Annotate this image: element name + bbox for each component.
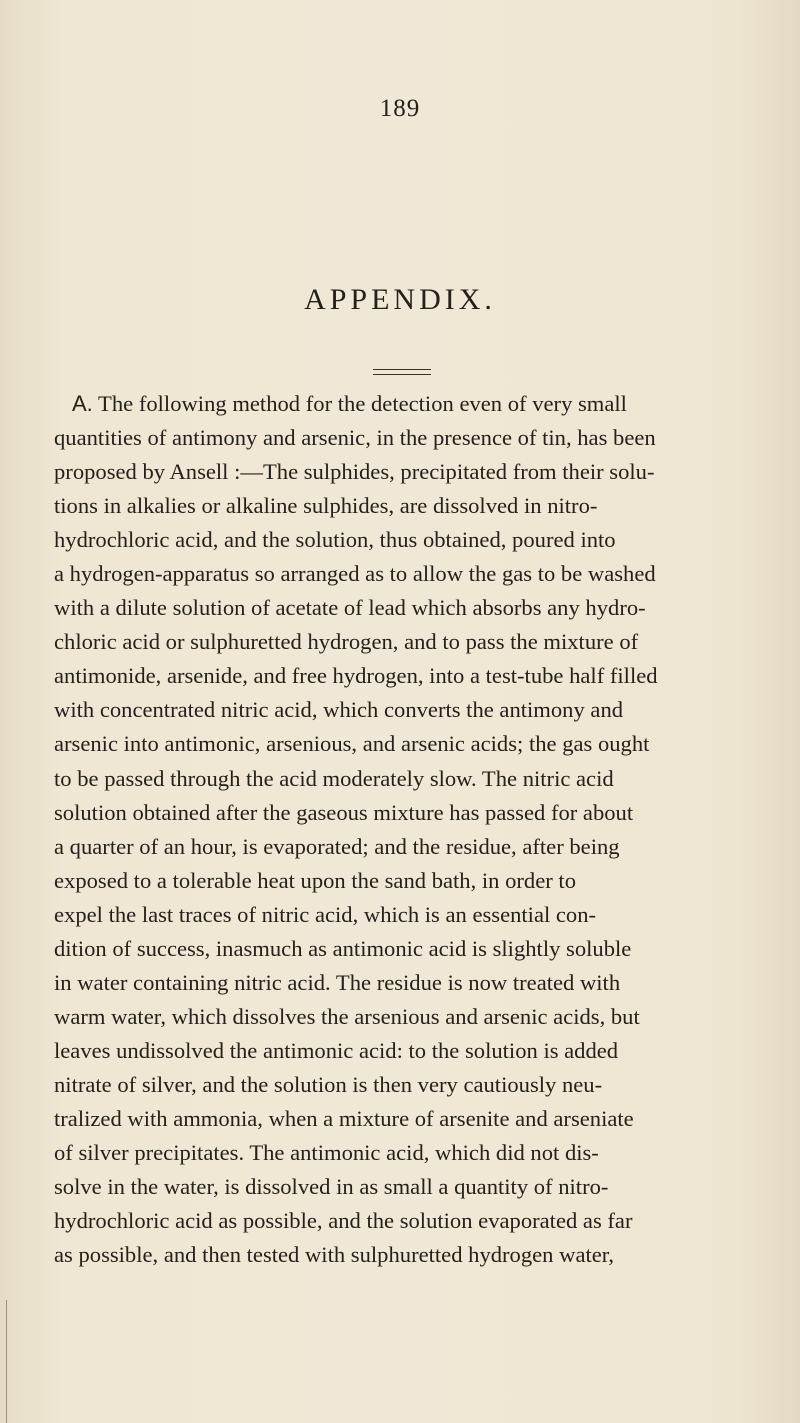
paragraph-line: to be passed through the acid moderately slow. The nitric acid — [54, 765, 614, 791]
paragraph-line: proposed by Ansell :—The sulphides, precipitated from their solu- — [54, 459, 655, 485]
paragraph-line: exposed to a tolerable heat upon the sand bath, in order to — [54, 867, 577, 893]
paragraph-line: solve in the water, is dissolved in as small a quantity of nitro- — [54, 1174, 609, 1200]
paragraph-line: warm water, which dissolves the arsenious and arsenic acids, but — [54, 1003, 640, 1029]
paragraph-line: quantities of antimony and arsenic, in the presence of tin, has been — [54, 425, 656, 451]
paragraph-line: in water containing nitric acid. The residue is now treated with — [54, 969, 621, 995]
paragraph-line: leaves undissolved the antimonic acid: to the solution is added — [54, 1037, 619, 1063]
appendix-paragraph — [54, 387, 800, 1272]
page-edge-mark — [6, 1300, 7, 1423]
paragraph-line: expel the last traces of nitric acid, which is an essential con- — [54, 901, 597, 927]
paragraph-line: tralized with ammonia, when a mixture of arsenite and arseniate — [54, 1105, 634, 1131]
paragraph-line: dition of success, inasmuch as antimonic acid is slightly soluble — [54, 935, 632, 961]
paragraph-line: with concentrated nitric acid, which converts the antimony and — [54, 697, 624, 723]
heading-rule-upper — [373, 369, 431, 370]
paragraph-line: with a dilute solution of acetate of lead which absorbs any hydro- — [54, 595, 646, 621]
paragraph-line: tions in alkalies or alkaline sulphides, are dissolved in nitro- — [54, 493, 598, 519]
paragraph-line: chloric acid or sulphuretted hydrogen, and to pass the mixture of — [54, 629, 639, 655]
paragraph-line: of silver precipitates. The antimonic acid, which did not dis- — [54, 1140, 599, 1166]
paragraph-line: a quarter of an hour, is evaporated; and the residue, after being — [54, 833, 620, 859]
paragraph-line: arsenic into antimonic, arsenious, and arsenic acids; the gas ought — [54, 731, 650, 757]
paragraph-line: A. The following method for the detection even of very small — [72, 391, 627, 416]
appendix-heading: APPENDIX. — [304, 283, 496, 316]
paragraph-line: hydrochloric acid, and the solution, thus obtained, poured into — [54, 527, 616, 553]
paragraph-line: nitrate of silver, and the solution is then very cautiously neu- — [54, 1071, 603, 1097]
section-label: A. — [72, 391, 93, 416]
page-number: 189 — [379, 95, 421, 122]
paragraph-line: as possible, and then tested with sulphuretted hydrogen water, — [54, 1242, 615, 1268]
paragraph-line: hydrochloric acid as possible, and the solution evaporated as far — [54, 1208, 633, 1234]
paragraph-line: a hydrogen-apparatus so arranged as to allow the gas to be washed — [54, 561, 656, 587]
heading-rule-lower — [373, 374, 431, 375]
paragraph-line: antimonide, arsenide, and free hydrogen, into a test-tube half filled — [54, 663, 658, 689]
paragraph-line: solution obtained after the gaseous mixture has passed for about — [54, 799, 634, 825]
